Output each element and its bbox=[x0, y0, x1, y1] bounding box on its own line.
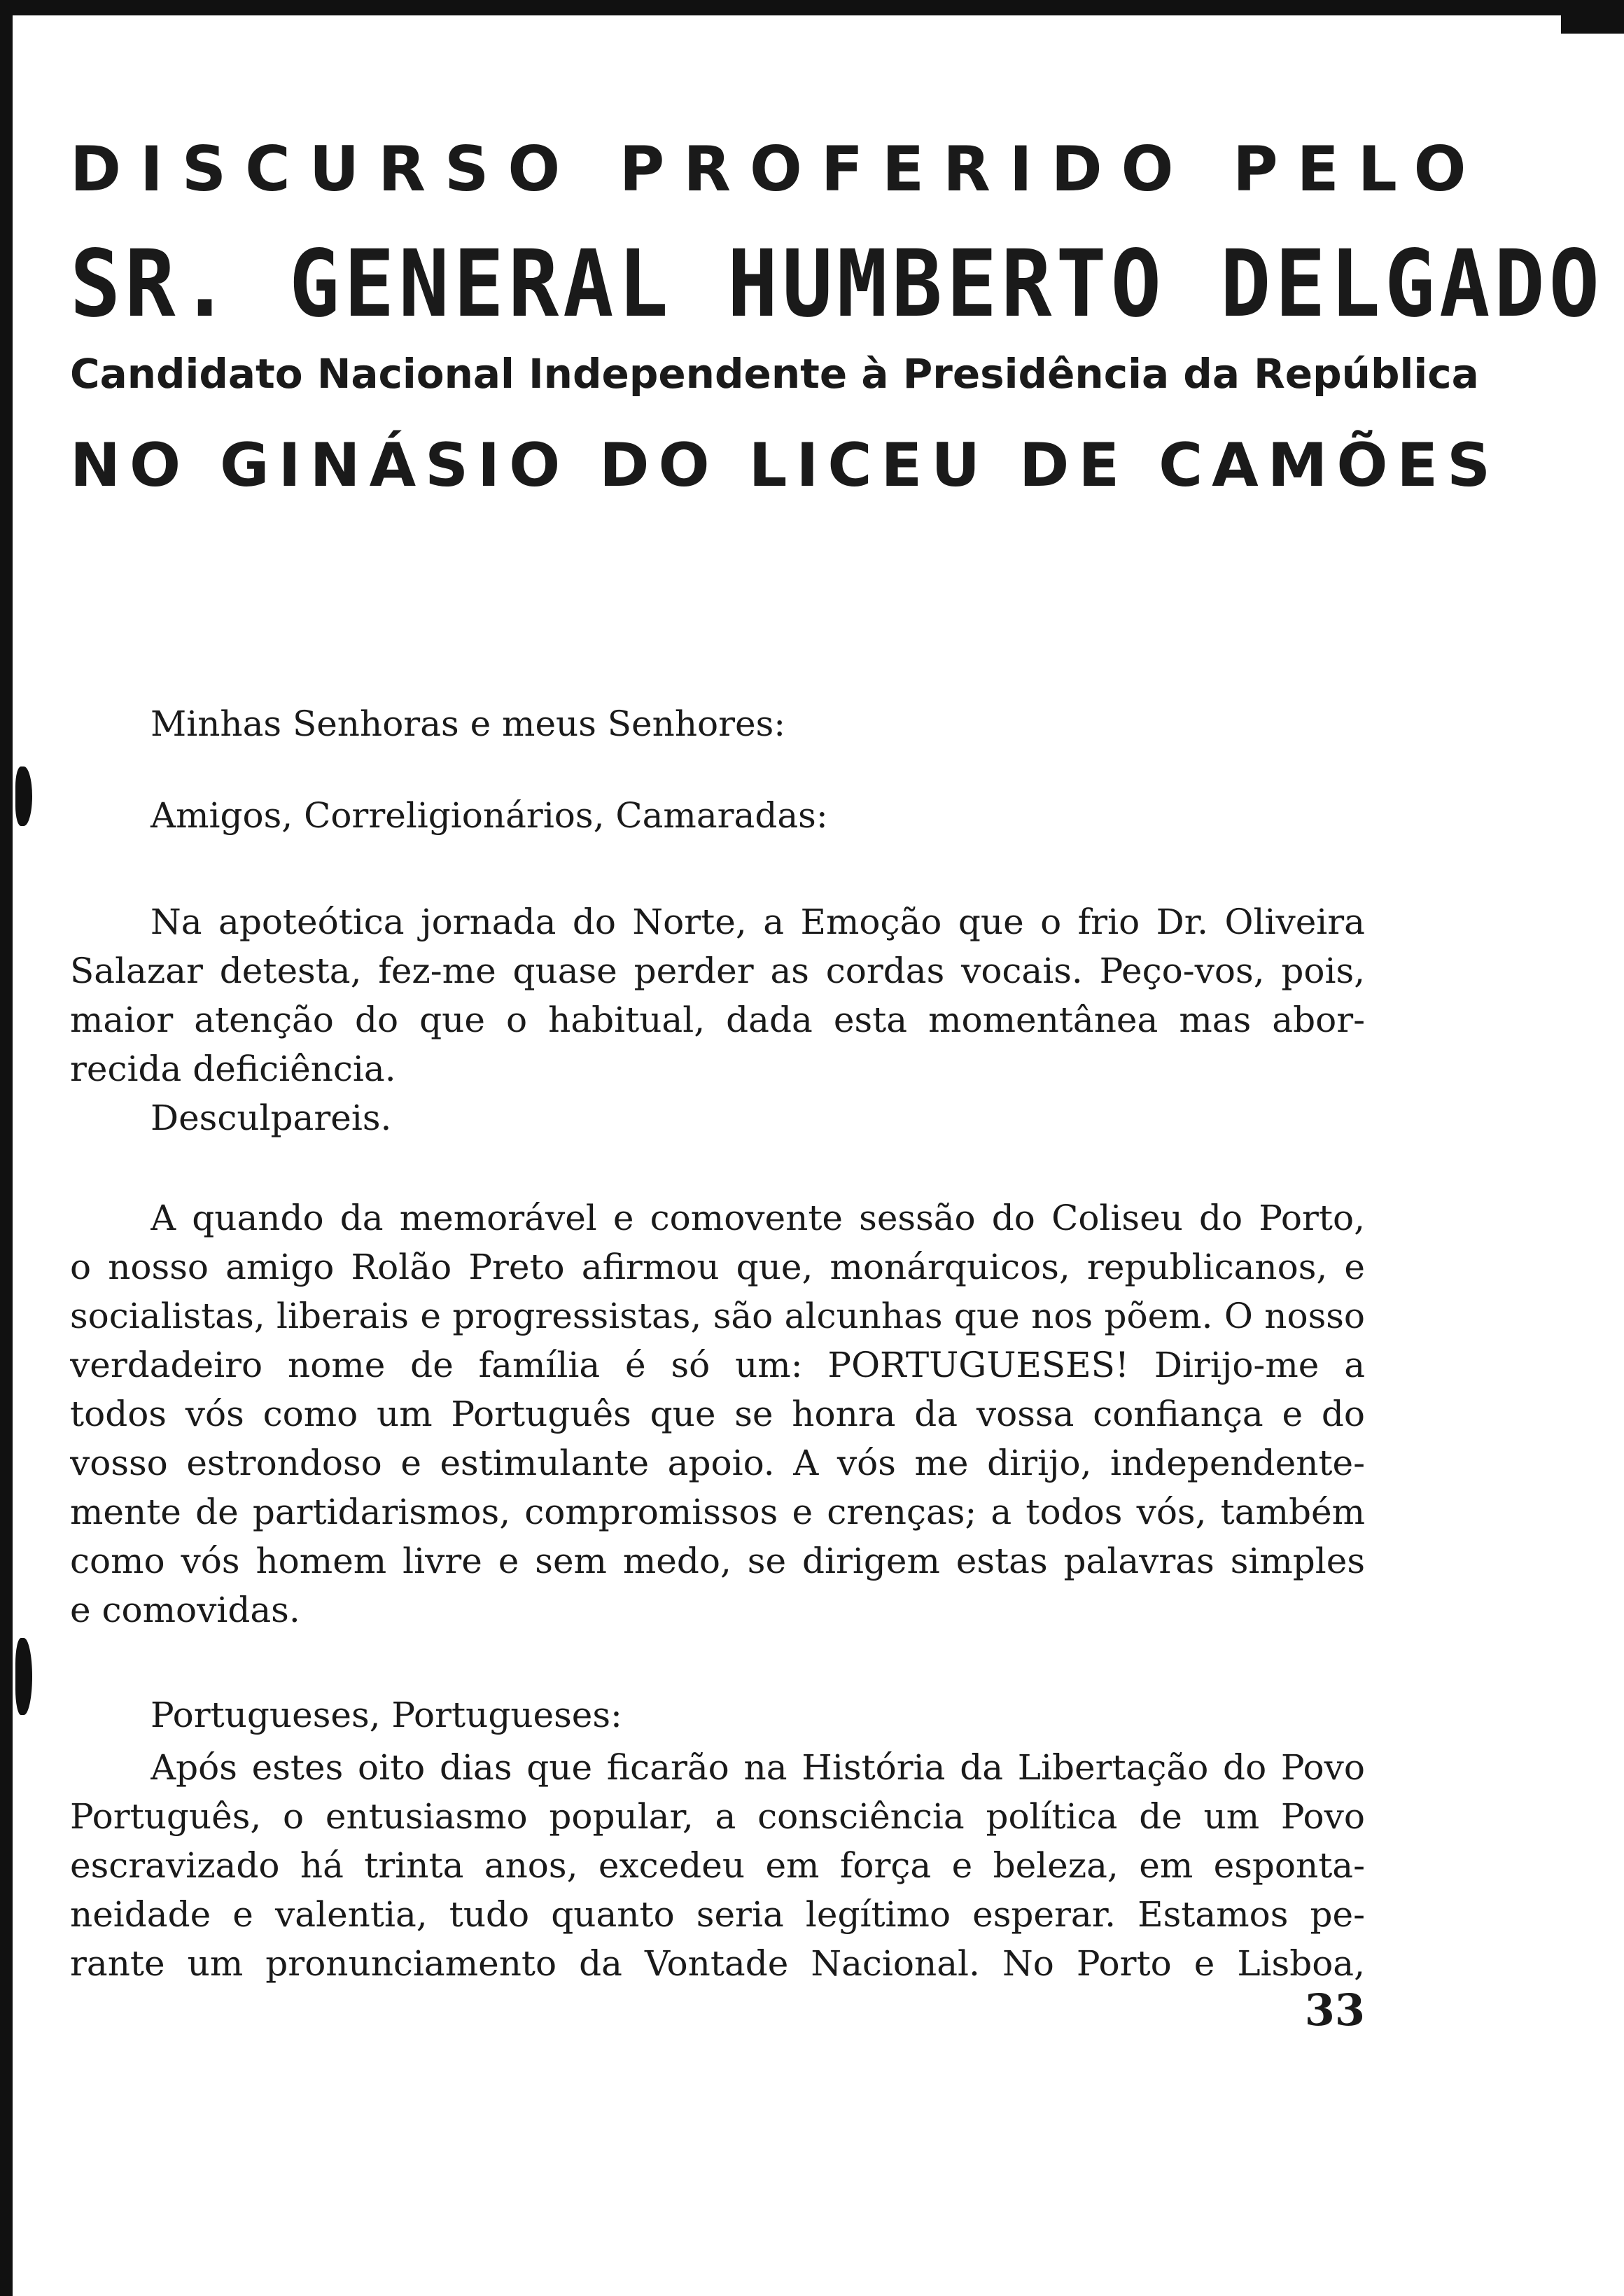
paragraph-2-line: vosso estrondoso e estimulante apoio. A vós me dirijo, independente- bbox=[70, 1443, 1365, 1483]
paragraph-1-line: Na apoteótica jornada do Norte, a Emoção que o frio Dr. Oliveira bbox=[150, 902, 1365, 942]
paragraph-1-line: Salazar detesta, fez-me quase perder as cordas vocais. Peço-vos, pois, bbox=[70, 951, 1365, 991]
paragraph-3-line: escravizado há trinta anos, excedeu em força e beleza, em esponta- bbox=[70, 1845, 1365, 1886]
paragraph-2-line: todos vós como um Português que se honra da vossa confiança e do bbox=[70, 1394, 1365, 1434]
paragraph-1-line: recida deficiência. bbox=[70, 1049, 396, 1089]
heading-line-1: DISCURSO PROFERIDO PELO bbox=[70, 133, 1485, 205]
heading-line-4: NO GINÁSIO DO LICEU DE CAMÕES bbox=[70, 430, 1500, 500]
salutation-2: Amigos, Correligionários, Camaradas: bbox=[150, 795, 828, 836]
paragraph-2-line: verdadeiro nome de família é só um: PORTUGUESES! Dirijo-me a bbox=[70, 1345, 1365, 1385]
paragraph-1-line: maior atenção do que o habitual, dada esta momentânea mas abor- bbox=[70, 1000, 1365, 1040]
heading-line-3: Candidato Nacional Independente à Presidência da República bbox=[70, 350, 1479, 398]
paragraph-3-line: Português, o entusiasmo popular, a consciência política de um Povo bbox=[70, 1796, 1365, 1837]
heading-line-2: SR. GENERAL HUMBERTO DELGADO bbox=[70, 231, 1604, 338]
paragraph-3-line: rante um pronunciamento da Vontade Nacional. No Porto e Lisboa, bbox=[70, 1943, 1365, 1984]
page-number: 33 bbox=[1304, 1984, 1365, 2036]
salutation-1: Minhas Senhoras e meus Senhores: bbox=[150, 704, 786, 744]
paragraph-2-line: mente de partidarismos, compromissos e crenças; a todos vós, também bbox=[70, 1492, 1365, 1532]
top-right-scan-mark bbox=[1561, 10, 1624, 34]
paragraph-2-line: o nosso amigo Rolão Preto afirmou que, monárquicos, republicanos, e bbox=[70, 1247, 1365, 1287]
left-scan-border bbox=[0, 0, 13, 2296]
paragraph-2-line: como vós homem livre e sem medo, se dirigem estas palavras simples bbox=[70, 1541, 1365, 1581]
salutation-3: Portugueses, Portugueses: bbox=[150, 1695, 622, 1735]
paragraph-2-line: A quando da memorável e comovente sessão do Coliseu do Porto, bbox=[150, 1198, 1365, 1238]
paragraph-3-line: Após estes oito dias que ficarão na História da Libertação do Povo bbox=[150, 1747, 1365, 1788]
paragraph-3-line: neidade e valentia, tudo quanto seria legítimo esperar. Estamos pe- bbox=[70, 1894, 1365, 1935]
binding-hole-mark bbox=[15, 1638, 32, 1715]
paragraph-2-line: socialistas, liberais e progressistas, são alcunhas que nos põem. O nosso bbox=[70, 1296, 1365, 1336]
binding-hole-mark bbox=[15, 766, 32, 826]
paragraph-2-line: e comovidas. bbox=[70, 1590, 300, 1630]
top-scan-border bbox=[0, 0, 1624, 15]
paragraph-1-line: Desculpareis. bbox=[150, 1098, 392, 1138]
